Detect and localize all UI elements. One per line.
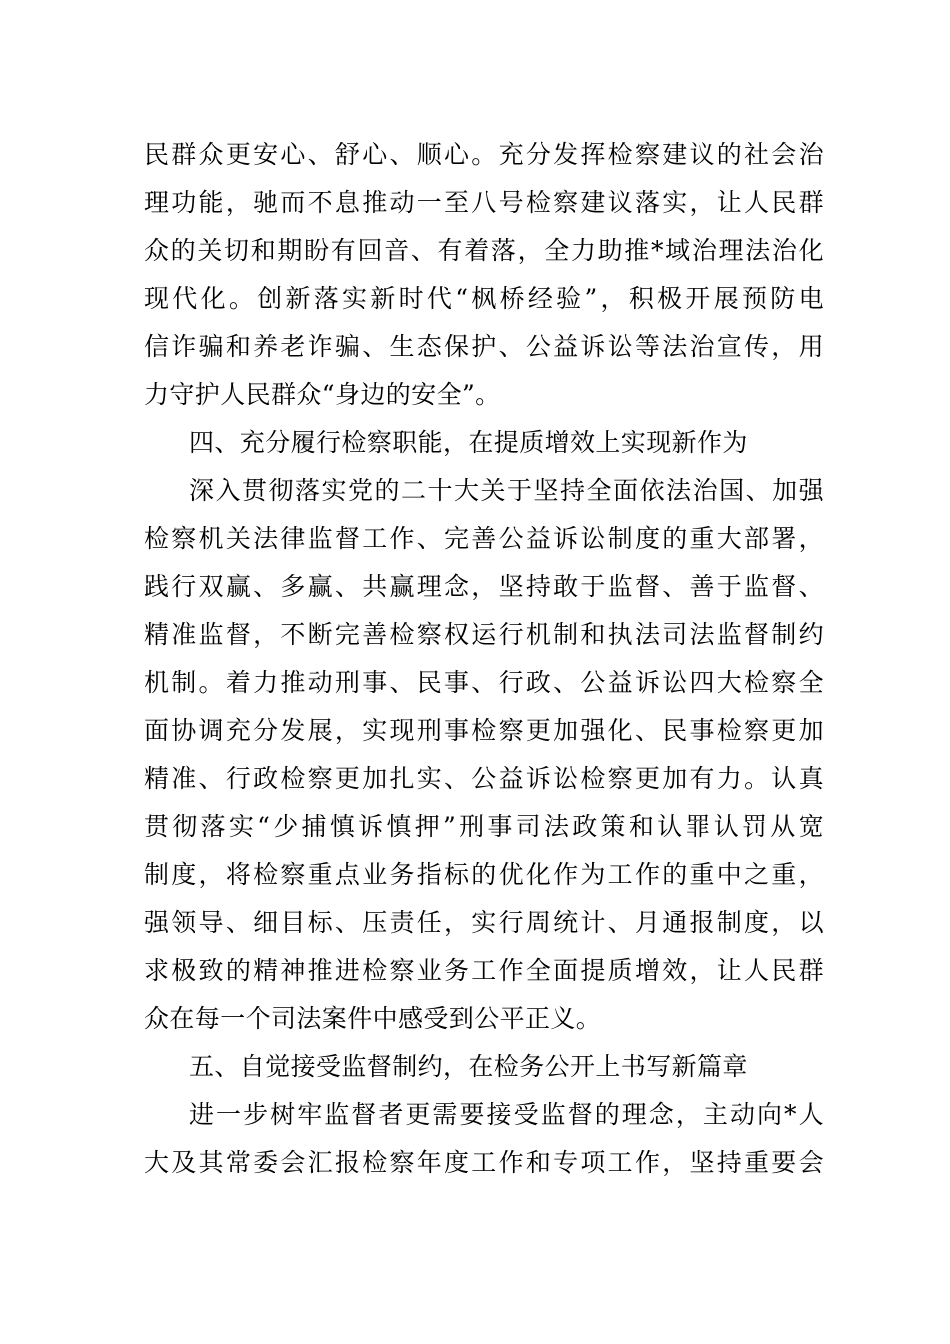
text-line: 精准、行政检察更加扎实、公益诉讼检察更加有力。认真 — [144, 764, 824, 793]
text-line: 深入贯彻落实党的二十大关于坚持全面依法治国、加强 — [189, 476, 824, 505]
text-line: 力守护人民群众“身边的安全”。 — [144, 380, 501, 409]
text-line: 贯彻落实“少捕慎诉慎押”刑事司法政策和认罪认罚从宽 — [144, 812, 824, 841]
text-line: 面协调充分发展，实现刑事检察更加强化、民事检察更加 — [144, 716, 824, 745]
heading-text: 四、充分履行检察职能，在提质增效上实现新作为 — [189, 428, 748, 457]
text-line: 检察机关法律监督工作、完善公益诉讼制度的重大部署， — [144, 524, 824, 553]
text-line: 理功能，驰而不息推动一至八号检察建议落实，让人民群 — [144, 188, 824, 217]
text-line: 践行双赢、多赢、共赢理念，坚持敢于监督、善于监督、 — [144, 572, 824, 601]
text-line: 机制。着力推动刑事、民事、行政、公益诉讼四大检察全 — [144, 668, 824, 697]
text-line: 精准监督，不断完善检察权运行机制和执法司法监督制约 — [144, 620, 824, 649]
text-line: 强领导、细目标、压责任，实行周统计、月通报制度，以 — [144, 908, 824, 937]
text-line: 大及其常委会汇报检察年度工作和专项工作，坚持重要会 — [144, 1148, 824, 1177]
text-line: 众的关切和期盼有回音、有着落，全力助推*域治理法治化 — [144, 236, 824, 265]
text-line: 现代化。创新落实新时代“枫桥经验”，积极开展预防电 — [144, 284, 824, 313]
text-line: 民群众更安心、舒心、顺心。充分发挥检察建议的社会治 — [144, 140, 824, 169]
text-line: 众在每一个司法案件中感受到公平正义。 — [144, 1004, 602, 1033]
text-line: 进一步树牢监督者更需要接受监督的理念，主动向*人 — [189, 1100, 824, 1129]
text-line: 求极致的精神推进检察业务工作全面提质增效，让人民群 — [144, 956, 824, 985]
heading-text: 五、自觉接受监督制约，在检务公开上书写新篇章 — [189, 1052, 748, 1081]
text-line: 制度，将检察重点业务指标的优化作为工作的重中之重， — [144, 860, 824, 889]
text-line: 信诈骗和养老诈骗、生态保护、公益诉讼等法治宣传，用 — [144, 332, 824, 361]
